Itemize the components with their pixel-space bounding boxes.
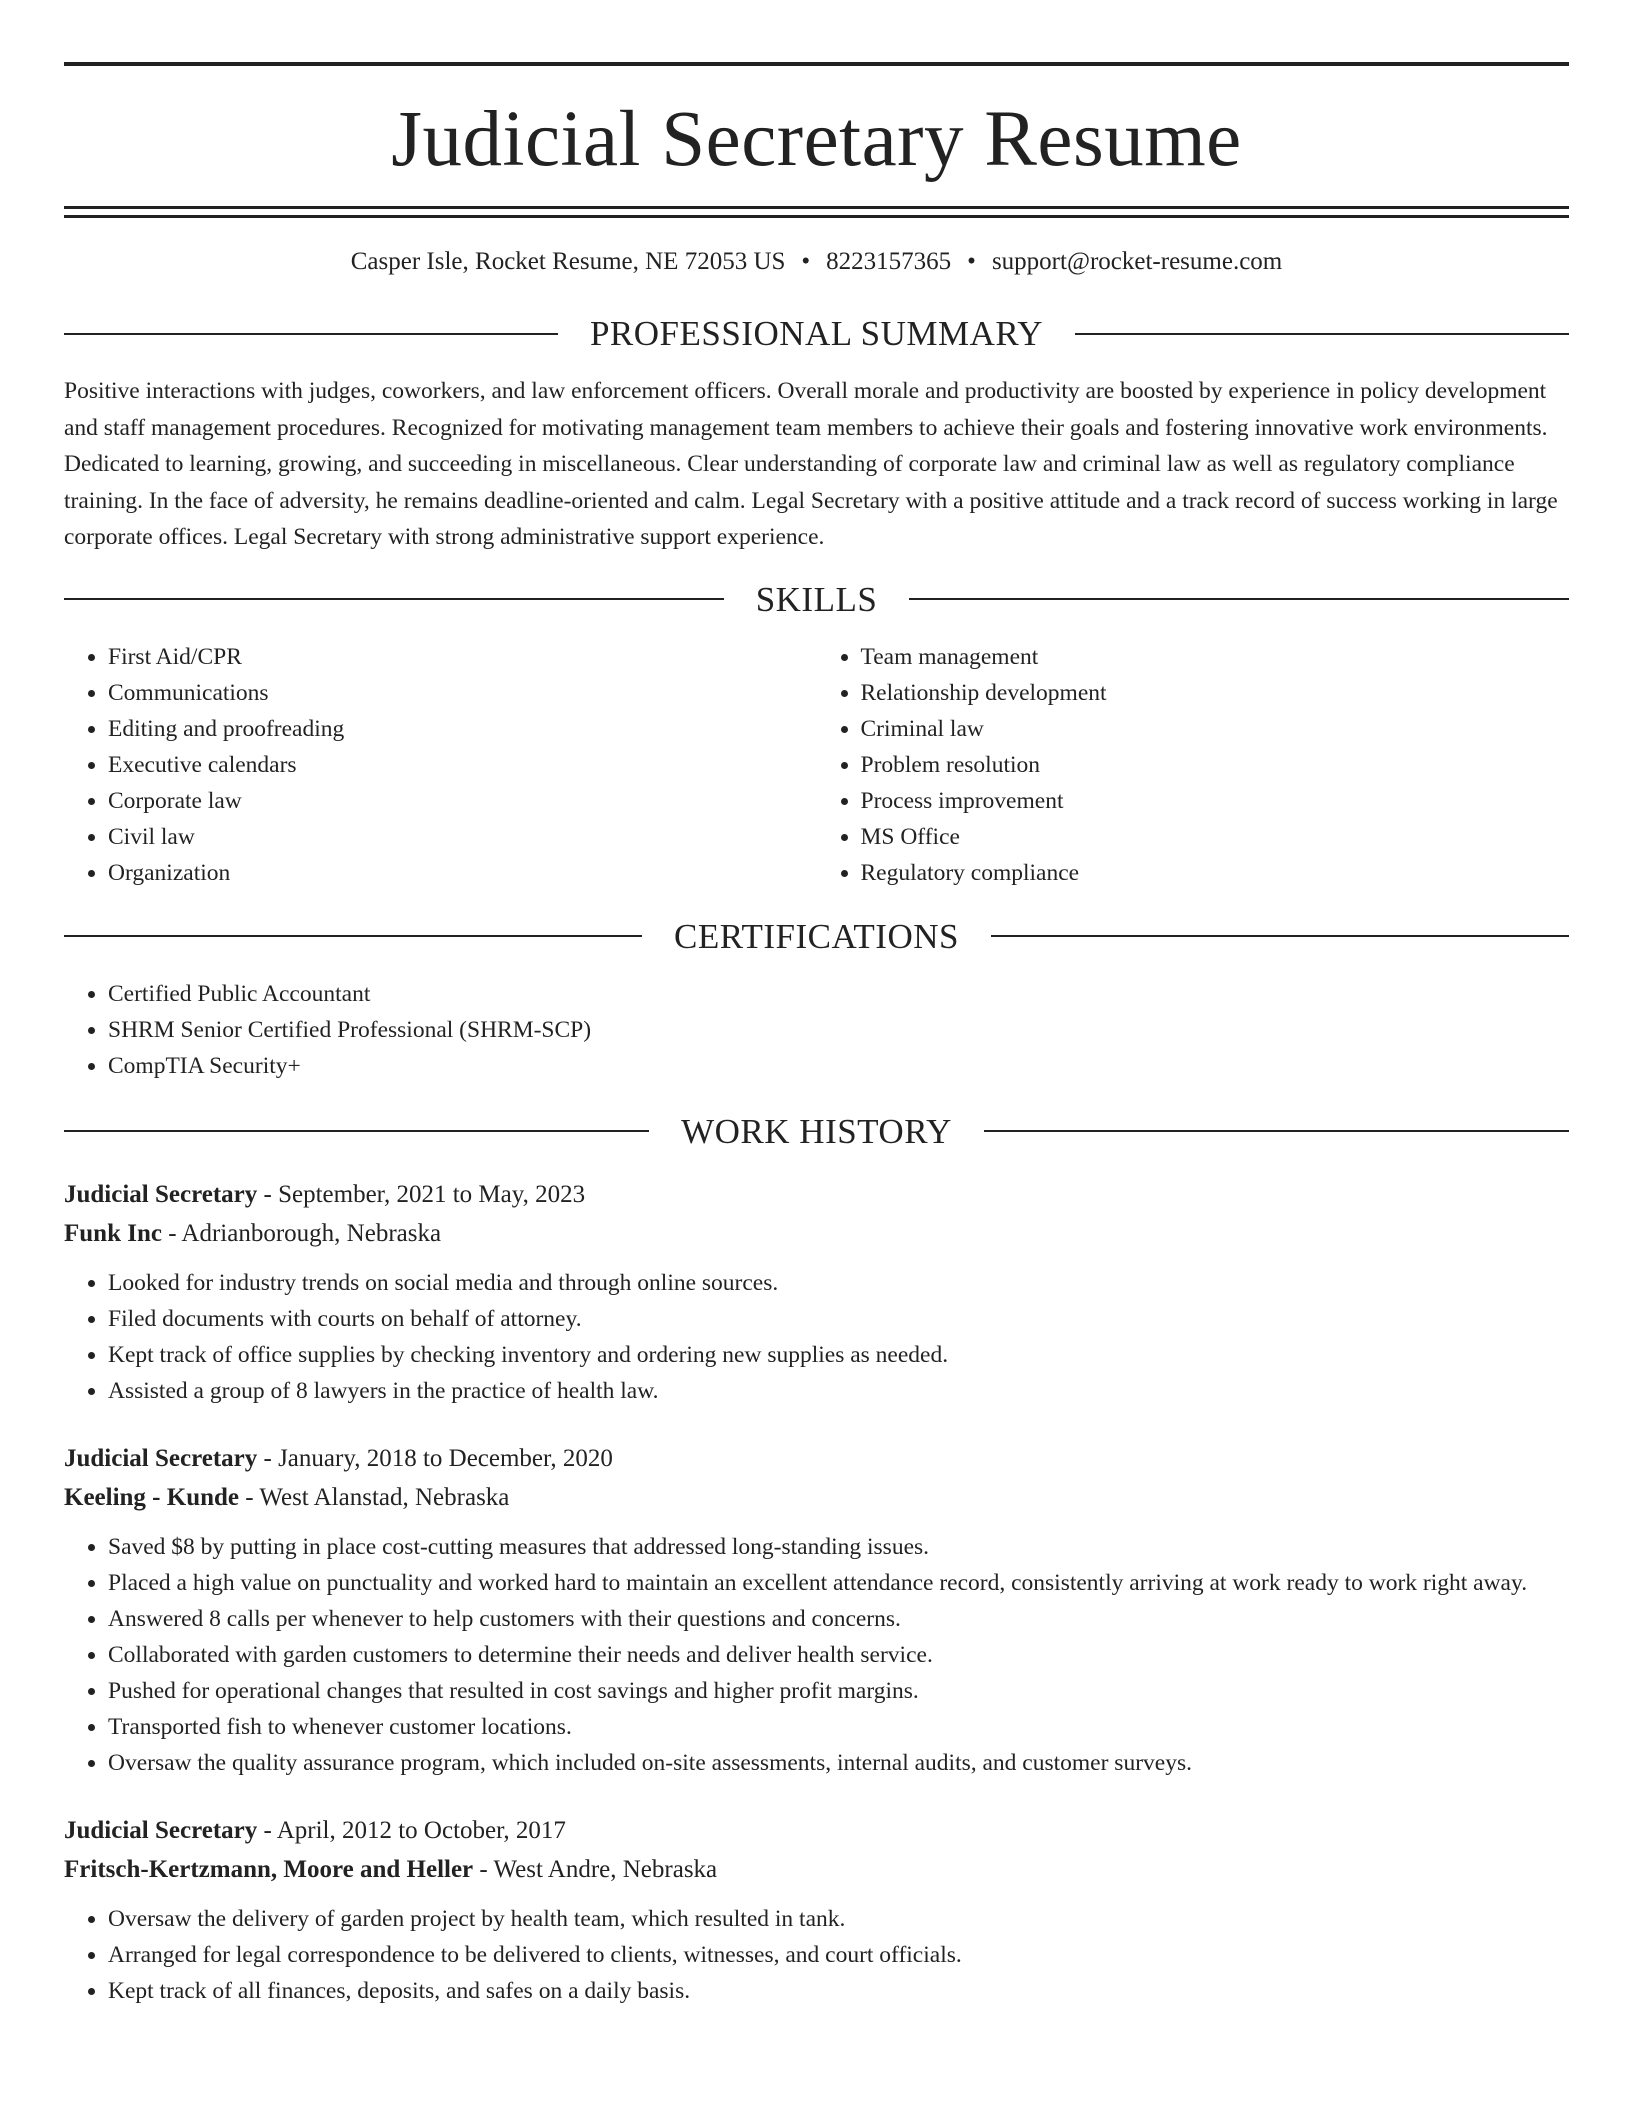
work-section-heading	[64, 1111, 1569, 1151]
skill-item: • Team management	[861, 639, 1570, 675]
job-dates: September, 2021 to May, 2023	[278, 1180, 586, 1208]
job-bullet: • Answered 8 calls per whenever to help customers with their questions and concerns.	[108, 1601, 1569, 1637]
contact-email: support@rocket-resume.com	[991, 248, 1283, 275]
contact-address: Casper Isle, Rocket Resume, NE 72053 US	[350, 248, 786, 275]
job-title-line: Judicial Secretary - January, 2018 to December, 2020	[64, 1444, 613, 1472]
skills-list-right	[817, 639, 1570, 891]
contact-phone: 8223157365	[826, 248, 952, 275]
job-title: Judicial Secretary	[64, 1816, 258, 1844]
job-location: West Andre, Nebraska	[493, 1855, 718, 1883]
skills-heading: SKILLS	[755, 579, 878, 619]
job-title: Judicial Secretary	[64, 1444, 258, 1472]
certification-item: • SHRM Senior Certified Professional (SHRM-SCP)	[108, 1012, 1569, 1048]
job-location: West Alanstad, Nebraska	[259, 1483, 510, 1511]
skill-item: • Organization	[108, 855, 817, 891]
heading-rule	[64, 1130, 649, 1132]
job-bullet: • Pushed for operational changes that resulted in cost savings and higher profit margins.	[108, 1673, 1569, 1709]
job-bullets	[64, 1901, 1569, 2009]
contact-separator: •	[801, 248, 811, 275]
certification-item: • CompTIA Security+	[108, 1048, 1569, 1084]
skill-item: • Executive calendars	[108, 747, 817, 783]
contact-separator: •	[967, 248, 976, 275]
skill-item: • Relationship development	[861, 675, 1570, 711]
heading-rule	[991, 935, 1569, 937]
job-dates: April, 2012 to October, 2017	[276, 1816, 566, 1844]
job-company-line: Keeling - Kunde - West Alanstad, Nebraska	[64, 1483, 510, 1511]
summary-heading: PROFESSIONAL SUMMARY	[589, 314, 1044, 353]
skills-section-heading	[64, 579, 1569, 619]
job-title: Judicial Secretary	[64, 1180, 258, 1208]
heading-rule	[64, 598, 724, 600]
job-company: Funk Inc	[64, 1219, 162, 1247]
skill-item: • Communications	[108, 675, 817, 711]
certification-item: • Certified Public Accountant	[108, 976, 1569, 1012]
certifications-list	[64, 976, 1569, 1084]
heading-rule	[64, 935, 642, 937]
skill-item: • Process improvement	[861, 783, 1570, 819]
job-company-line: Fritsch-Kertzmann, Moore and Heller - West Andre, Nebraska	[64, 1855, 718, 1883]
summary-section-heading	[64, 316, 1569, 351]
top-rule	[64, 62, 1569, 66]
job-dates: January, 2018 to December, 2020	[278, 1444, 613, 1472]
job-bullet: • Assisted a group of 8 lawyers in the practice of health law.	[108, 1373, 1569, 1409]
job-bullet: • Transported fish to whenever customer locations.	[108, 1709, 1569, 1745]
job-bullet: • Kept track of all finances, deposits, and safes on a daily basis.	[108, 1973, 1569, 2009]
skill-item: • Problem resolution	[861, 747, 1570, 783]
page-title: Judicial Secretary Resume	[391, 96, 1242, 183]
contact-line	[64, 248, 1569, 276]
certifications-section-heading	[64, 916, 1569, 956]
skill-item: • Regulatory compliance	[861, 855, 1570, 891]
skills-list-left	[64, 639, 817, 891]
skill-item: • Corporate law	[108, 783, 817, 819]
heading-rule	[64, 333, 558, 335]
job-location: Adrianborough, Nebraska	[181, 1219, 442, 1247]
job-bullet: • Collaborated with garden customers to determine their needs and deliver health service.	[108, 1637, 1569, 1673]
heading-rule	[909, 598, 1569, 600]
work-heading: WORK HISTORY	[681, 1111, 952, 1151]
heading-rule	[984, 1130, 1569, 1132]
job-bullet: • Kept track of office supplies by checking inventory and ordering new supplies as needed.	[108, 1337, 1569, 1373]
resume-page	[64, 0, 1569, 2009]
skill-item: • First Aid/CPR	[108, 639, 817, 675]
skill-item: • MS Office	[861, 819, 1570, 855]
summary-text: Positive interactions with judges, coworkers, and law enforcement officers. Overall morale and productivity are boosted by experience in policy development and staff management procedures. Recognized for motivating management team members to achieve their goals and fostering innovative work environments. Dedicated to learning, growing, and succeeding in miscellaneous. Clear understanding of corporate law and criminal law as well as regulatory compliance training. In the face of adversity, he remains deadline-oriented and calm. Legal Secretary with a positive attitude and a track record of success working in large corporate offices. Legal Secretary with strong administrative support experience.	[64, 378, 1558, 550]
job-bullet: • Arranged for legal correspondence to be delivered to clients, witnesses, and court officials.	[108, 1937, 1569, 1973]
job-company: Fritsch-Kertzmann, Moore and Heller	[64, 1855, 474, 1883]
certifications-heading: CERTIFICATIONS	[674, 916, 959, 956]
job-bullet: • Filed documents with courts on behalf of attorney.	[108, 1301, 1569, 1337]
job-company-line: Funk Inc - Adrianborough, Nebraska	[64, 1219, 442, 1247]
job-bullets	[64, 1529, 1569, 1781]
job-bullet: • Oversaw the delivery of garden project by health team, which resulted in tank.	[108, 1901, 1569, 1937]
job-title-line: Judicial Secretary - September, 2021 to May, 2023	[64, 1180, 586, 1208]
skill-item: • Editing and proofreading	[108, 711, 817, 747]
job-bullets	[64, 1265, 1569, 1409]
job-entry	[64, 1439, 1569, 1781]
job-entry	[64, 1811, 1569, 2009]
job-bullet: • Placed a high value on punctuality and worked hard to maintain an excellent attendance record, consistently arriving at work ready to work right away.	[108, 1565, 1569, 1601]
title-double-rule	[64, 206, 1569, 218]
skill-item: • Criminal law	[861, 711, 1570, 747]
job-entry	[64, 1175, 1569, 1409]
job-bullet: • Oversaw the quality assurance program, which included on-site assessments, internal audits, and customer surveys.	[108, 1745, 1569, 1781]
job-bullet: • Saved $8 by putting in place cost-cutting measures that addressed long-standing issues.	[108, 1529, 1569, 1565]
job-bullet: • Looked for industry trends on social media and through online sources.	[108, 1265, 1569, 1301]
heading-rule	[1075, 333, 1569, 335]
skills-columns	[64, 639, 1569, 891]
job-title-line: Judicial Secretary - April, 2012 to October, 2017	[64, 1816, 566, 1844]
job-company: Keeling - Kunde	[64, 1483, 240, 1511]
skill-item: • Civil law	[108, 819, 817, 855]
